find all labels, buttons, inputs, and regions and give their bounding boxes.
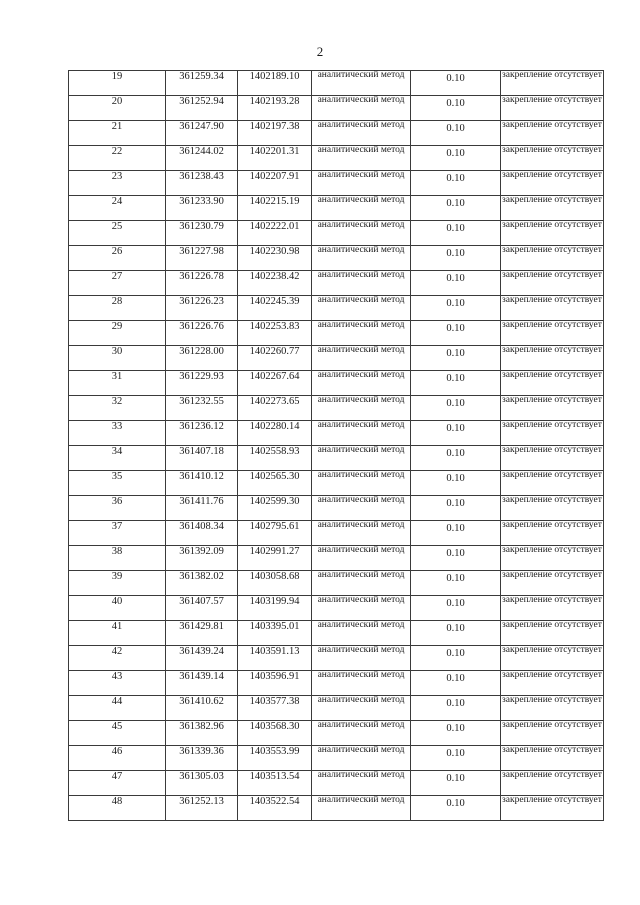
y-coordinate-cell: 1403058.68 xyxy=(238,571,312,596)
x-coordinate-cell: 361429.81 xyxy=(166,621,238,646)
table-row xyxy=(69,721,604,746)
table-row xyxy=(69,321,604,346)
accuracy-cell xyxy=(411,721,501,746)
method-cell: аналитический метод xyxy=(312,196,411,221)
method-cell: аналитический метод xyxy=(312,296,411,321)
x-coordinate-cell: 361410.12 xyxy=(166,471,238,496)
accuracy-value: 0.10 xyxy=(446,798,465,809)
fixing-cell: закрепление отсутствует xyxy=(501,271,604,296)
table-body xyxy=(69,71,604,821)
table-row xyxy=(69,271,604,296)
point-number-cell: 47 xyxy=(69,771,166,796)
method-cell: аналитический метод xyxy=(312,446,411,471)
y-coordinate-cell: 1403568.30 xyxy=(238,721,312,746)
method-cell: аналитический метод xyxy=(312,596,411,621)
accuracy-value: 0.10 xyxy=(446,673,465,684)
point-number-cell: 20 xyxy=(69,96,166,121)
point-number-cell: 31 xyxy=(69,371,166,396)
point-number-cell: 36 xyxy=(69,496,166,521)
point-number-cell: 42 xyxy=(69,646,166,671)
x-coordinate-cell: 361226.76 xyxy=(166,321,238,346)
fixing-cell: закрепление отсутствует xyxy=(501,571,604,596)
table-row xyxy=(69,121,604,146)
y-coordinate-cell: 1403513.54 xyxy=(238,771,312,796)
y-coordinate-cell: 1403522.54 xyxy=(238,796,312,821)
y-coordinate-cell: 1402599.30 xyxy=(238,496,312,521)
x-coordinate-cell: 361233.90 xyxy=(166,196,238,221)
y-coordinate-cell: 1402189.10 xyxy=(238,71,312,96)
y-coordinate-cell: 1402222.01 xyxy=(238,221,312,246)
y-coordinate-cell: 1402215.19 xyxy=(238,196,312,221)
accuracy-value: 0.10 xyxy=(446,398,465,409)
table-row xyxy=(69,221,604,246)
method-cell: аналитический метод xyxy=(312,746,411,771)
fixing-cell: закрепление отсутствует xyxy=(501,396,604,421)
point-number-cell: 43 xyxy=(69,671,166,696)
table-row xyxy=(69,496,604,521)
point-number-cell: 25 xyxy=(69,221,166,246)
method-cell: аналитический метод xyxy=(312,321,411,346)
fixing-cell: закрепление отсутствует xyxy=(501,446,604,471)
y-coordinate-cell: 1402201.31 xyxy=(238,146,312,171)
y-coordinate-cell: 1402245.39 xyxy=(238,296,312,321)
table-row xyxy=(69,546,604,571)
point-number-cell: 34 xyxy=(69,446,166,471)
accuracy-cell xyxy=(411,71,501,96)
fixing-cell: закрепление отсутствует xyxy=(501,796,604,821)
fixing-cell: закрепление отсутствует xyxy=(501,546,604,571)
method-cell: аналитический метод xyxy=(312,221,411,246)
fixing-cell: закрепление отсутствует xyxy=(501,771,604,796)
y-coordinate-cell: 1403395.01 xyxy=(238,621,312,646)
accuracy-cell xyxy=(411,446,501,471)
x-coordinate-cell: 361247.90 xyxy=(166,121,238,146)
point-number-cell: 24 xyxy=(69,196,166,221)
x-coordinate-cell: 361230.79 xyxy=(166,221,238,246)
method-cell: аналитический метод xyxy=(312,671,411,696)
fixing-cell: закрепление отсутствует xyxy=(501,621,604,646)
accuracy-value: 0.10 xyxy=(446,148,465,159)
x-coordinate-cell: 361226.23 xyxy=(166,296,238,321)
accuracy-value: 0.10 xyxy=(446,248,465,259)
method-cell: аналитический метод xyxy=(312,771,411,796)
accuracy-value: 0.10 xyxy=(446,473,465,484)
fixing-cell: закрепление отсутствует xyxy=(501,146,604,171)
x-coordinate-cell: 361232.55 xyxy=(166,396,238,421)
accuracy-value: 0.10 xyxy=(446,723,465,734)
y-coordinate-cell: 1402558.93 xyxy=(238,446,312,471)
fixing-cell: закрепление отсутствует xyxy=(501,71,604,96)
accuracy-value: 0.10 xyxy=(446,773,465,784)
x-coordinate-cell: 361229.93 xyxy=(166,371,238,396)
fixing-cell: закрепление отсутствует xyxy=(501,496,604,521)
x-coordinate-cell: 361244.02 xyxy=(166,146,238,171)
accuracy-cell xyxy=(411,771,501,796)
table-row xyxy=(69,771,604,796)
method-cell: аналитический метод xyxy=(312,646,411,671)
point-number-cell: 27 xyxy=(69,271,166,296)
accuracy-cell xyxy=(411,571,501,596)
accuracy-cell xyxy=(411,546,501,571)
method-cell: аналитический метод xyxy=(312,621,411,646)
accuracy-cell xyxy=(411,521,501,546)
accuracy-value: 0.10 xyxy=(446,573,465,584)
accuracy-cell xyxy=(411,121,501,146)
fixing-cell: закрепление отсутствует xyxy=(501,521,604,546)
accuracy-value: 0.10 xyxy=(446,123,465,134)
accuracy-cell xyxy=(411,371,501,396)
x-coordinate-cell: 361407.57 xyxy=(166,596,238,621)
y-coordinate-cell: 1402795.61 xyxy=(238,521,312,546)
y-coordinate-cell: 1402991.27 xyxy=(238,546,312,571)
fixing-cell: закрепление отсутствует xyxy=(501,121,604,146)
accuracy-cell xyxy=(411,396,501,421)
method-cell: аналитический метод xyxy=(312,121,411,146)
point-number-cell: 19 xyxy=(69,71,166,96)
point-number-cell: 29 xyxy=(69,321,166,346)
x-coordinate-cell: 361236.12 xyxy=(166,421,238,446)
accuracy-cell xyxy=(411,646,501,671)
fixing-cell: закрепление отсутствует xyxy=(501,321,604,346)
point-number-cell: 33 xyxy=(69,421,166,446)
table-row xyxy=(69,671,604,696)
y-coordinate-cell: 1403553.99 xyxy=(238,746,312,771)
x-coordinate-cell: 361226.78 xyxy=(166,271,238,296)
point-number-cell: 26 xyxy=(69,246,166,271)
x-coordinate-cell: 361305.03 xyxy=(166,771,238,796)
accuracy-value: 0.10 xyxy=(446,198,465,209)
table-row xyxy=(69,371,604,396)
table-row xyxy=(69,396,604,421)
point-number-cell: 32 xyxy=(69,396,166,421)
accuracy-value: 0.10 xyxy=(446,598,465,609)
point-number-cell: 40 xyxy=(69,596,166,621)
x-coordinate-cell: 361339.36 xyxy=(166,746,238,771)
y-coordinate-cell: 1402565.30 xyxy=(238,471,312,496)
accuracy-value: 0.10 xyxy=(446,623,465,634)
accuracy-value: 0.10 xyxy=(446,98,465,109)
table-row xyxy=(69,71,604,96)
fixing-cell: закрепление отсутствует xyxy=(501,721,604,746)
method-cell: аналитический метод xyxy=(312,396,411,421)
accuracy-value: 0.10 xyxy=(446,223,465,234)
fixing-cell: закрепление отсутствует xyxy=(501,471,604,496)
fixing-cell: закрепление отсутствует xyxy=(501,596,604,621)
x-coordinate-cell: 361392.09 xyxy=(166,546,238,571)
method-cell: аналитический метод xyxy=(312,246,411,271)
accuracy-value: 0.10 xyxy=(446,298,465,309)
x-coordinate-cell: 361407.18 xyxy=(166,446,238,471)
accuracy-cell xyxy=(411,346,501,371)
x-coordinate-cell: 361410.62 xyxy=(166,696,238,721)
x-coordinate-cell: 361238.43 xyxy=(166,171,238,196)
method-cell: аналитический метод xyxy=(312,796,411,821)
method-cell: аналитический метод xyxy=(312,521,411,546)
x-coordinate-cell: 361382.96 xyxy=(166,721,238,746)
accuracy-value: 0.10 xyxy=(446,373,465,384)
table-row xyxy=(69,596,604,621)
y-coordinate-cell: 1402280.14 xyxy=(238,421,312,446)
accuracy-cell xyxy=(411,621,501,646)
table-row xyxy=(69,571,604,596)
accuracy-value: 0.10 xyxy=(446,73,465,84)
y-coordinate-cell: 1402193.28 xyxy=(238,96,312,121)
fixing-cell: закрепление отсутствует xyxy=(501,96,604,121)
point-number-cell: 48 xyxy=(69,796,166,821)
accuracy-cell xyxy=(411,171,501,196)
accuracy-cell xyxy=(411,746,501,771)
x-coordinate-cell: 361382.02 xyxy=(166,571,238,596)
accuracy-cell xyxy=(411,596,501,621)
x-coordinate-cell: 361439.24 xyxy=(166,646,238,671)
fixing-cell: закрепление отсутствует xyxy=(501,646,604,671)
accuracy-value: 0.10 xyxy=(446,548,465,559)
y-coordinate-cell: 1403596.91 xyxy=(238,671,312,696)
y-coordinate-cell: 1403577.38 xyxy=(238,696,312,721)
table-row xyxy=(69,146,604,171)
accuracy-cell xyxy=(411,146,501,171)
accuracy-cell xyxy=(411,196,501,221)
accuracy-value: 0.10 xyxy=(446,173,465,184)
fixing-cell: закрепление отсутствует xyxy=(501,346,604,371)
point-number-cell: 21 xyxy=(69,121,166,146)
fixing-cell: закрепление отсутствует xyxy=(501,696,604,721)
table-row xyxy=(69,246,604,271)
accuracy-value: 0.10 xyxy=(446,523,465,534)
table-row xyxy=(69,171,604,196)
y-coordinate-cell: 1402207.91 xyxy=(238,171,312,196)
accuracy-cell xyxy=(411,246,501,271)
fixing-cell: закрепление отсутствует xyxy=(501,371,604,396)
accuracy-cell xyxy=(411,671,501,696)
x-coordinate-cell: 361252.13 xyxy=(166,796,238,821)
point-number-cell: 37 xyxy=(69,521,166,546)
y-coordinate-cell: 1402267.64 xyxy=(238,371,312,396)
point-number-cell: 38 xyxy=(69,546,166,571)
fixing-cell: закрепление отсутствует xyxy=(501,196,604,221)
table-row xyxy=(69,296,604,321)
accuracy-value: 0.10 xyxy=(446,648,465,659)
method-cell: аналитический метод xyxy=(312,571,411,596)
fixing-cell: закрепление отсутствует xyxy=(501,221,604,246)
accuracy-cell xyxy=(411,471,501,496)
method-cell: аналитический метод xyxy=(312,146,411,171)
fixing-cell: закрепление отсутствует xyxy=(501,171,604,196)
point-number-cell: 35 xyxy=(69,471,166,496)
point-number-cell: 45 xyxy=(69,721,166,746)
x-coordinate-cell: 361228.00 xyxy=(166,346,238,371)
accuracy-cell xyxy=(411,696,501,721)
y-coordinate-cell: 1402273.65 xyxy=(238,396,312,421)
point-number-cell: 41 xyxy=(69,621,166,646)
point-number-cell: 30 xyxy=(69,346,166,371)
fixing-cell: закрепление отсутствует xyxy=(501,746,604,771)
accuracy-value: 0.10 xyxy=(446,273,465,284)
table-row xyxy=(69,646,604,671)
accuracy-value: 0.10 xyxy=(446,498,465,509)
y-coordinate-cell: 1402253.83 xyxy=(238,321,312,346)
x-coordinate-cell: 361259.34 xyxy=(166,71,238,96)
y-coordinate-cell: 1402230.98 xyxy=(238,246,312,271)
x-coordinate-cell: 361252.94 xyxy=(166,96,238,121)
method-cell: аналитический метод xyxy=(312,371,411,396)
accuracy-cell xyxy=(411,96,501,121)
accuracy-value: 0.10 xyxy=(446,348,465,359)
method-cell: аналитический метод xyxy=(312,496,411,521)
table-row xyxy=(69,746,604,771)
table-row xyxy=(69,196,604,221)
point-number-cell: 44 xyxy=(69,696,166,721)
point-number-cell: 22 xyxy=(69,146,166,171)
accuracy-cell xyxy=(411,221,501,246)
x-coordinate-cell: 361227.98 xyxy=(166,246,238,271)
fixing-cell: закрепление отсутствует xyxy=(501,421,604,446)
accuracy-value: 0.10 xyxy=(446,748,465,759)
table-row xyxy=(69,446,604,471)
method-cell: аналитический метод xyxy=(312,96,411,121)
table-row xyxy=(69,471,604,496)
method-cell: аналитический метод xyxy=(312,721,411,746)
accuracy-cell xyxy=(411,796,501,821)
y-coordinate-cell: 1403591.13 xyxy=(238,646,312,671)
point-number-cell: 46 xyxy=(69,746,166,771)
table-row xyxy=(69,621,604,646)
method-cell: аналитический метод xyxy=(312,271,411,296)
page-number: 2 xyxy=(316,44,324,59)
x-coordinate-cell: 361411.76 xyxy=(166,496,238,521)
fixing-cell: закрепление отсутствует xyxy=(501,671,604,696)
table-row xyxy=(69,346,604,371)
accuracy-value: 0.10 xyxy=(446,423,465,434)
method-cell: аналитический метод xyxy=(312,71,411,96)
accuracy-value: 0.10 xyxy=(446,698,465,709)
accuracy-cell xyxy=(411,321,501,346)
accuracy-cell xyxy=(411,421,501,446)
table-row xyxy=(69,521,604,546)
fixing-cell: закрепление отсутствует xyxy=(501,296,604,321)
accuracy-cell xyxy=(411,271,501,296)
table-row xyxy=(69,421,604,446)
method-cell: аналитический метод xyxy=(312,696,411,721)
y-coordinate-cell: 1403199.94 xyxy=(238,596,312,621)
point-number-cell: 28 xyxy=(69,296,166,321)
y-coordinate-cell: 1402260.77 xyxy=(238,346,312,371)
method-cell: аналитический метод xyxy=(312,546,411,571)
method-cell: аналитический метод xyxy=(312,471,411,496)
accuracy-value: 0.10 xyxy=(446,323,465,334)
coordinates-table xyxy=(68,70,604,821)
accuracy-value: 0.10 xyxy=(446,448,465,459)
point-number-cell: 23 xyxy=(69,171,166,196)
point-number-cell: 39 xyxy=(69,571,166,596)
y-coordinate-cell: 1402238.42 xyxy=(238,271,312,296)
accuracy-cell xyxy=(411,496,501,521)
accuracy-cell xyxy=(411,296,501,321)
table-row xyxy=(69,96,604,121)
method-cell: аналитический метод xyxy=(312,171,411,196)
fixing-cell: закрепление отсутствует xyxy=(501,246,604,271)
table-row xyxy=(69,796,604,821)
x-coordinate-cell: 361408.34 xyxy=(166,521,238,546)
method-cell: аналитический метод xyxy=(312,346,411,371)
method-cell: аналитический метод xyxy=(312,421,411,446)
x-coordinate-cell: 361439.14 xyxy=(166,671,238,696)
table-row xyxy=(69,696,604,721)
y-coordinate-cell: 1402197.38 xyxy=(238,121,312,146)
